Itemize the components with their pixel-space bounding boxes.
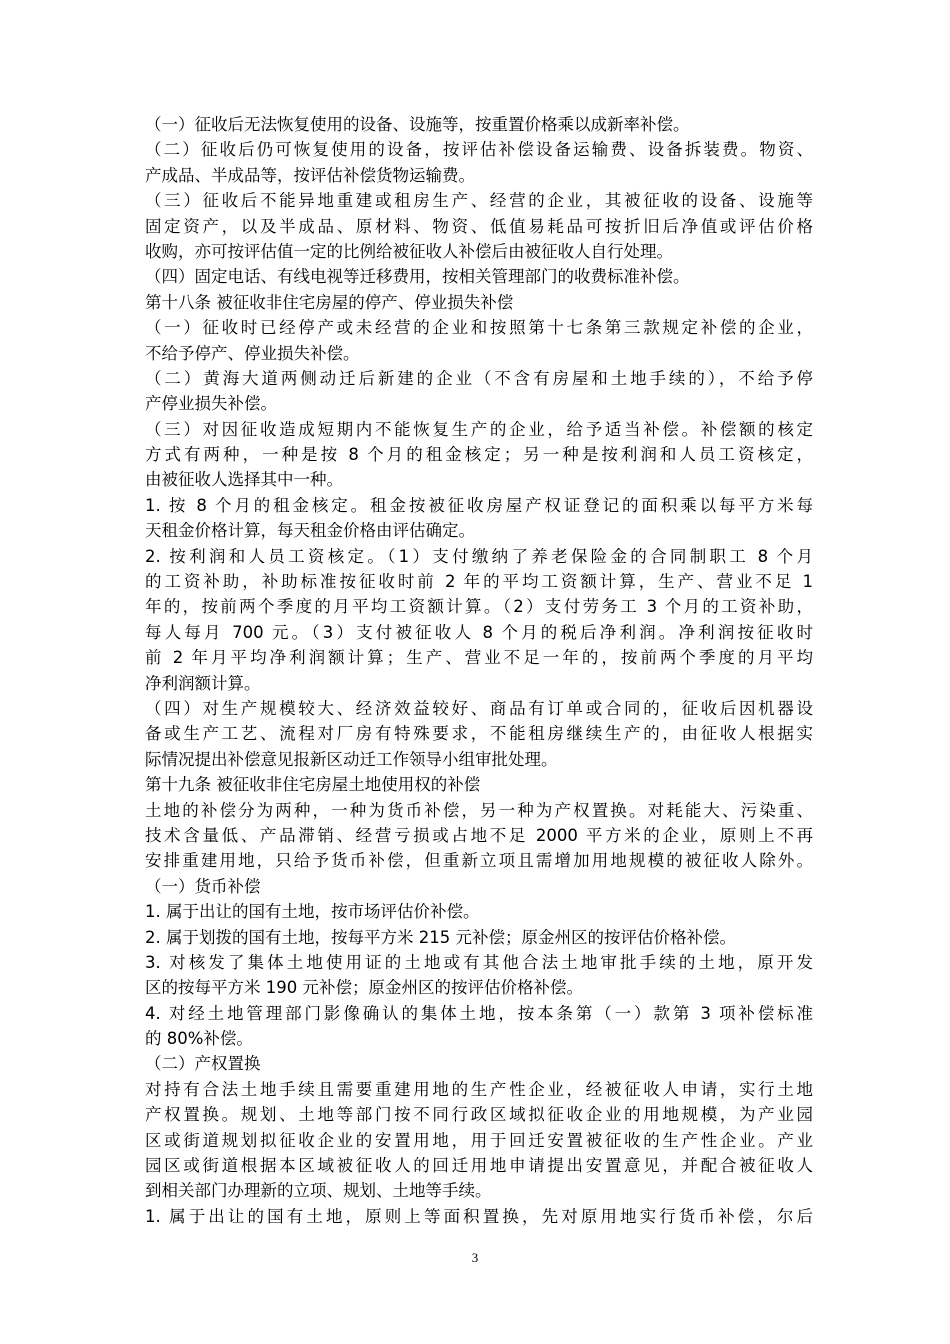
text-line: 2. 属于划拨的国有土地，按每平方米 215 元补偿；原金州区的按评估价格补偿。 [145, 927, 736, 947]
page-number: 3 [471, 1250, 479, 1265]
text-line: 3. 对核发了集体土地使用证的土地或有其他合法土地审批手续的土地，原开发 [145, 952, 813, 972]
text-line: 技术含量低、产品滞销、经营亏损或占地不足 2000 平方米的企业，原则上不再 [145, 825, 813, 845]
text-line: 年的，按前两个季度的月平均工资额计算。（2）支付劳务工 3 个月的工资补助， [145, 597, 813, 617]
text-line: 产停业损失补偿。 [145, 394, 277, 414]
text-line: 净利润额计算。 [145, 673, 261, 693]
text-line: 2. 按利润和人员工资核定。（1）支付缴纳了养老保险金的合同制职工 8 个月 [145, 546, 813, 566]
text-line: 方式有两种，一种是按 8 个月的租金核定；另一种是按利润和人员工资核定， [145, 445, 813, 465]
text-line: 1. 属于出让的国有土地，按市场评估价补偿。 [145, 902, 480, 922]
text-line: 安排重建用地，只给予货币补偿，但重新立项且需增加用地规模的被征收人除外。 [145, 851, 813, 871]
text-line: （三）征收后不能异地重建或租房生产、经营的企业，其被征收的设备、设施等 [145, 191, 813, 211]
text-line: 4. 对经土地管理部门影像确认的集体土地，按本条第（一）款第 3 项补偿标准 [145, 1003, 813, 1023]
text-line: 天租金价格计算，每天租金价格由评估确定。 [145, 521, 475, 541]
text-line: 园区或街道根据本区域被征收人的回迁用地申请提出安置意见，并配合被征收人 [145, 1156, 813, 1176]
text-line: 备或生产工艺、流程对厂房有特殊要求，不能租房继续生产的，由征收人根据实 [145, 724, 813, 744]
text-line: 区的按每平方米 190 元补偿；原金州区的按评估价格补偿。 [145, 978, 583, 998]
text-line: 第十八条 被征收非住宅房屋的停产、停业损失补偿 [145, 292, 514, 312]
text-line: （二）征收后仍可恢复使用的设备，按评估补偿设备运输费、设备拆装费。物资、 [145, 140, 813, 160]
text-line: （四）固定电话、有线电视等迁移费用，按相关管理部门的收费标准补偿。 [145, 267, 690, 287]
text-line: 对持有合法土地手续且需要重建用地的生产性企业，经被征收人申请，实行土地 [145, 1079, 813, 1099]
text-line: 产成品、半成品等，按评估补偿货物运输费。 [145, 165, 475, 185]
text-line: 前 2 年月平均净利润额计算；生产、营业不足一年的，按前两个季度的月平均 [145, 648, 813, 668]
document-body [145, 112, 813, 1229]
text-line: 收购，亦可按评估值一定的比例给被征收人补偿后由被征收人自行处理。 [145, 241, 673, 261]
text-line: （一）货币补偿 [145, 876, 261, 896]
text-line: 的 80%补偿。 [145, 1029, 253, 1049]
text-line: （一）征收后无法恢复使用的设备、设施等，按重置价格乘以成新率补偿。 [145, 115, 690, 134]
text-line: 1. 属于出让的国有土地，原则上等面积置换，先对原用地实行货币补偿，尔后 [145, 1206, 813, 1226]
text-line: 固定资产，以及半成品、原材料、物资、低值易耗品可按折旧后净值或评估价格 [145, 216, 813, 236]
text-line: 区或街道规划拟征收企业的安置用地，用于回迁安置被征收的生产性企业。产业 [145, 1130, 813, 1150]
text-line: 第十九条 被征收非住宅房屋土地使用权的补偿 [145, 775, 481, 795]
text-line: 每人每月 700 元。（3）支付被征收人 8 个月的税后净利润。净利润按征收时 [145, 622, 813, 642]
text-line: （一）征收时已经停产或未经营的企业和按照第十七条第三款规定补偿的企业， [145, 318, 813, 338]
text-line: 到相关部门办理新的立项、规划、土地等手续。 [145, 1181, 492, 1201]
text-line: 由被征收人选择其中一种。 [145, 470, 343, 490]
text-line: （四）对生产规模较大、经济效益较好、商品有订单或合同的，征收后因机器设 [145, 698, 813, 718]
text-line: （二）黄海大道两侧动迁后新建的企业（不含有房屋和土地手续的），不给予停 [145, 368, 813, 388]
text-line: 际情况提出补偿意见报新区动迁工作领导小组审批处理。 [145, 749, 558, 769]
text-line: 1. 按 8 个月的租金核定。租金按被征收房屋产权证登记的面积乘以每平方米每 [145, 495, 813, 515]
text-line: 土地的补偿分为两种，一种为货币补偿，另一种为产权置换。对耗能大、污染重、 [145, 800, 813, 820]
text-line: 的工资补助，补助标准按征收时前 2 年的平均工资额计算，生产、营业不足 1 [145, 572, 813, 592]
text-line: 产权置换。规划、土地等部门按不同行政区域拟征收企业的用地规模，为产业园 [145, 1105, 813, 1125]
text-line: 不给予停产、停业损失补偿。 [145, 343, 360, 363]
text-line: （二）产权置换 [145, 1054, 261, 1074]
text-line: （三）对因征收造成短期内不能恢复生产的企业，给予适当补偿。补偿额的核定 [145, 419, 813, 439]
